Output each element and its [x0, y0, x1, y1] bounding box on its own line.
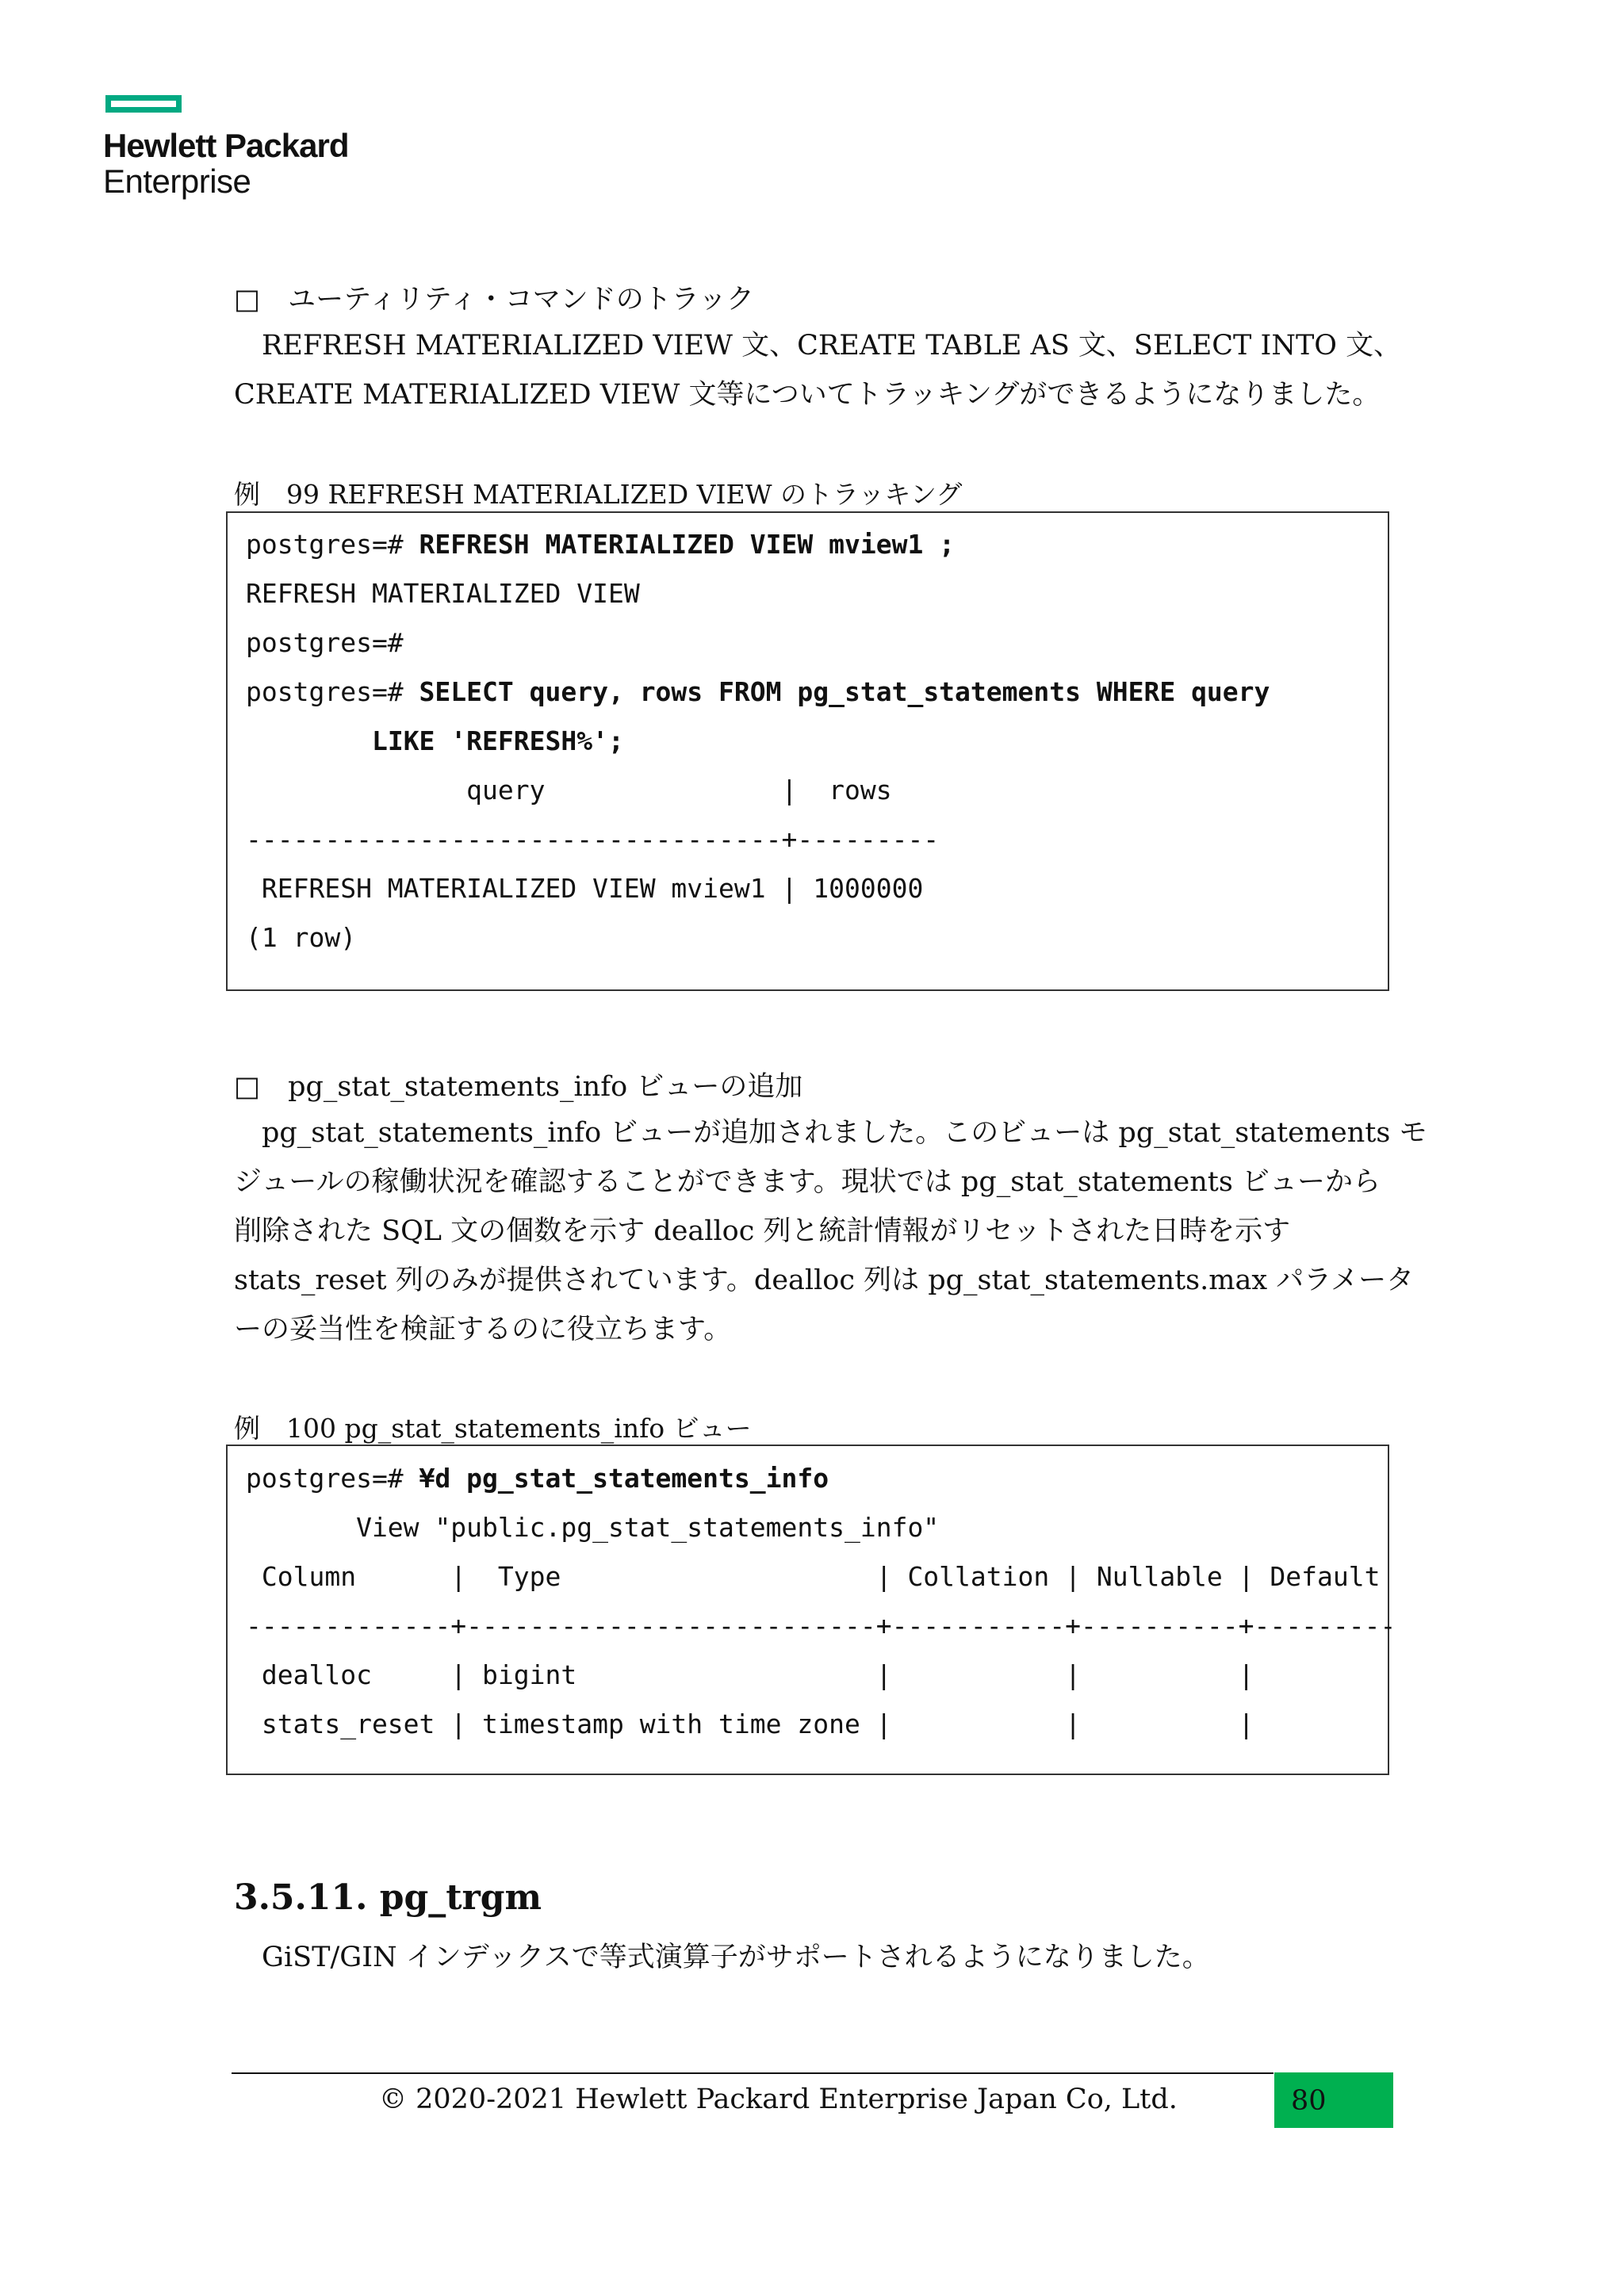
- section-title-pg-trgm: 3.5.11. pg_trgm: [234, 1877, 542, 1918]
- section2-para-line-1: pg_stat_statements_info ビューが追加されました。このビューは pg_stat_statements モ: [234, 1117, 1427, 1149]
- section3-para: GiST/GIN インデックスで等式演算子がサポートされるようになりました。: [234, 1942, 1210, 1973]
- code-line: stats_reset | timestamp with time zone | | |: [246, 1709, 1254, 1739]
- example-100-caption: 例 100 pg_stat_statements_info ビュー: [234, 1413, 752, 1444]
- section2-para-line-2: ジュールの稼働状況を確認することができます。現状では pg_stat_statements ビューから: [234, 1166, 1381, 1198]
- logo-mark: [105, 95, 182, 113]
- section2-para-line-3: 削除された SQL 文の個数を示す dealloc 列と統計情報がリセットされた日時を示す: [234, 1215, 1291, 1247]
- code-line: Column | Type | Collation | Nullable | Default: [246, 1561, 1381, 1592]
- code-line: LIKE 'REFRESH%';: [371, 725, 624, 756]
- section1-para-line-1: REFRESH MATERIALIZED VIEW 文、CREATE TABLE AS 文、SELECT INTO 文、: [234, 330, 1402, 362]
- section2-para-line-4: stats_reset 列のみが提供されています。dealloc 列は pg_stat_statements.max パラメータ: [234, 1265, 1415, 1296]
- code-line: postgres=# ¥d pg_stat_statements_info: [246, 1463, 829, 1494]
- section1-para-line-2: CREATE MATERIALIZED VIEW 文等についてトラッキングができるようになりました。: [234, 379, 1381, 411]
- section-heading-utility: □ ユーティリティ・コマンドのトラック: [234, 284, 755, 316]
- code-line: postgres=# SELECT query, rows FROM pg_stat_statements WHERE query: [246, 676, 1270, 707]
- code-line: (1 row): [246, 922, 357, 953]
- section-heading-info-view: □ pg_stat_statements_info ビューの追加: [234, 1071, 803, 1103]
- code-line: -------------+--------------------------+-----------+----------+---------: [246, 1610, 1396, 1641]
- page-number: 80: [1291, 2085, 1327, 2117]
- footer-copyright: © 2020-2021 Hewlett Packard Enterprise Japan Co, Ltd.: [379, 2084, 1178, 2115]
- section2-para-line-5: ーの妥当性を検証するのに役立ちます。: [234, 1314, 732, 1345]
- code-line: postgres=#: [246, 627, 404, 658]
- code-line: REFRESH MATERIALIZED VIEW: [246, 578, 640, 609]
- logo-text-line2: Enterprise: [103, 163, 251, 200]
- code-line: postgres=# REFRESH MATERIALIZED VIEW mview1 ;: [246, 529, 956, 560]
- code-line: ----------------------------------+---------: [246, 824, 940, 855]
- example-99-caption: 例 99 REFRESH MATERIALIZED VIEW のトラッキング: [234, 479, 963, 510]
- footer-divider: [232, 2072, 1274, 2074]
- logo-text-line1: Hewlett Packard: [103, 127, 349, 164]
- code-line: query | rows: [246, 775, 892, 806]
- code-line: View "public.pg_stat_statements_info": [246, 1512, 940, 1543]
- code-line: REFRESH MATERIALIZED VIEW mview1 | 1000000: [246, 873, 924, 904]
- code-line: dealloc | bigint | | |: [246, 1659, 1254, 1690]
